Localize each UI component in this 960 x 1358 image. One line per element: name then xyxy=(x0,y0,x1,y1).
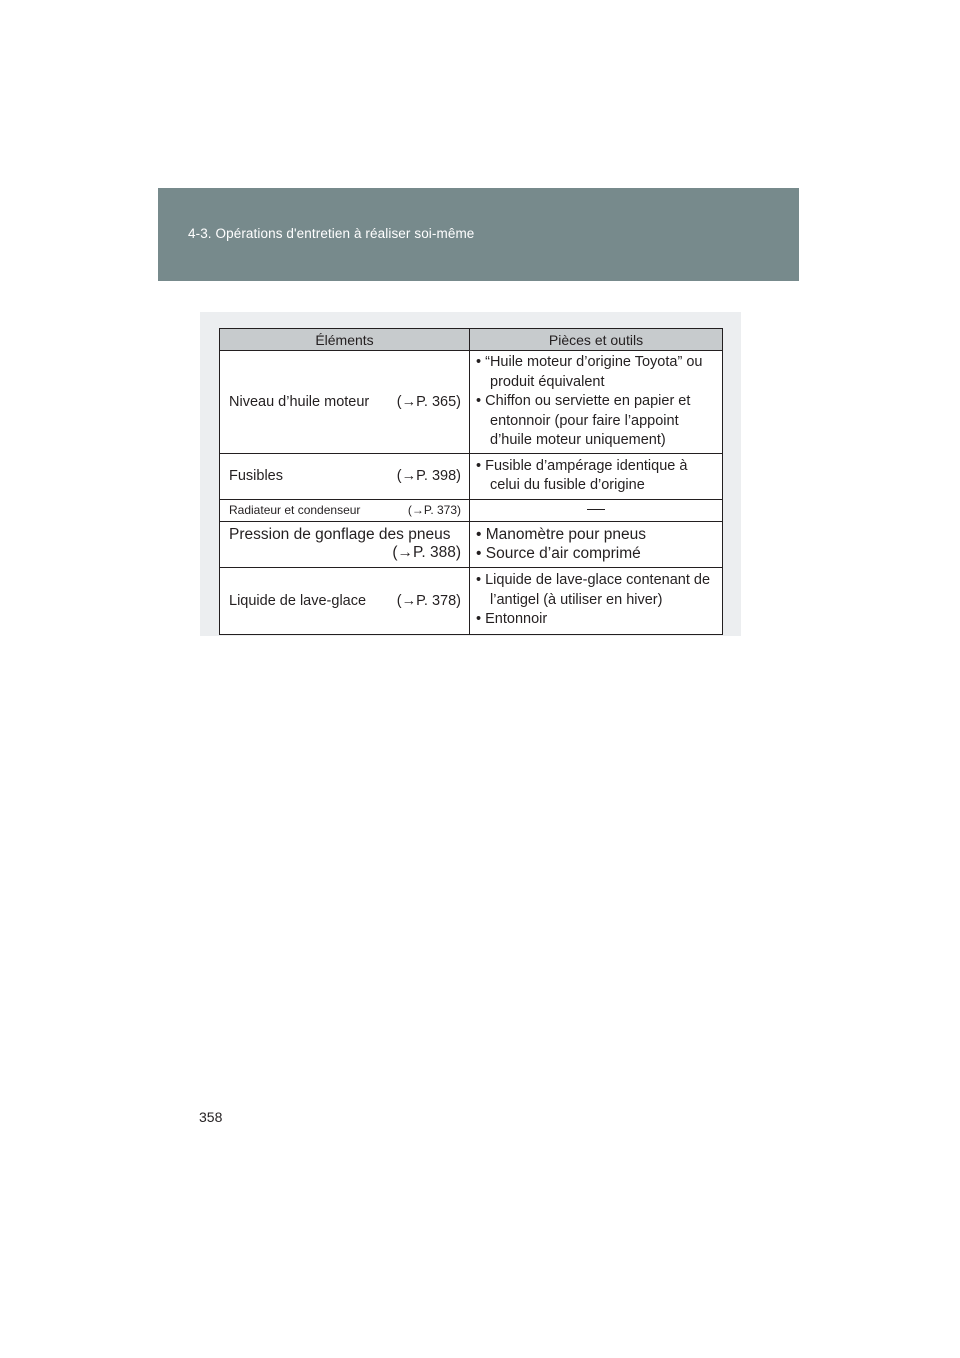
tool-item: • Entonnoir xyxy=(476,610,718,630)
table-row xyxy=(220,351,723,454)
page-reference: (→P. 388) xyxy=(392,544,461,561)
page-number: 358 xyxy=(199,1109,223,1125)
page-reference: (→P. 373) xyxy=(407,503,461,517)
item-cell xyxy=(220,351,470,454)
table-row xyxy=(220,521,723,567)
item-cell xyxy=(220,499,470,521)
table-row xyxy=(220,567,723,634)
item-cell xyxy=(220,521,470,567)
page-reference: (→P. 365) xyxy=(396,393,461,410)
item-name: Radiateur et condenseur xyxy=(229,503,361,517)
item-name: Fusibles xyxy=(229,468,283,484)
tool-item: • Chiffon ou serviette en papier et entonnoir (pour faire l’appoint d’huile moteur uniquement) xyxy=(476,392,718,451)
table-row xyxy=(220,453,723,499)
tools-cell-empty xyxy=(470,499,723,521)
table-row xyxy=(220,499,723,521)
tools-cell xyxy=(470,567,723,634)
tool-item: • Liquide de lave-glace contenant de l’antigel (à utiliser en hiver) xyxy=(476,571,718,610)
tools-cell xyxy=(470,351,723,454)
section-header-band xyxy=(158,188,799,281)
item-name: Niveau d’huile moteur xyxy=(229,393,370,410)
tool-item: • Fusible d’ampérage identique à celui du fusible d’origine xyxy=(476,457,718,496)
item-name: Liquide de lave-glace xyxy=(229,592,367,609)
column-header-tools: Pièces et outils xyxy=(470,329,723,351)
no-tools-dash xyxy=(587,509,605,510)
page-reference: (→P. 398) xyxy=(396,468,461,484)
section-title: 4-3. Opérations d'entretien à réaliser soi-même xyxy=(188,226,475,241)
tools-cell xyxy=(470,521,723,567)
column-header-items: Éléments xyxy=(220,329,470,351)
page-reference: (→P. 378) xyxy=(396,592,461,609)
item-cell xyxy=(220,453,470,499)
items-tools-table xyxy=(219,328,723,635)
item-name: Pression de gonflage des pneus xyxy=(229,526,451,543)
table-header-row xyxy=(220,329,723,351)
maintenance-items-panel xyxy=(200,312,741,636)
item-cell xyxy=(220,567,470,634)
tool-item: • “Huile moteur d’origine Toyota” ou produit équivalent xyxy=(476,353,718,392)
tool-item: • Source d’air comprimé xyxy=(476,544,718,564)
tool-item: • Manomètre pour pneus xyxy=(476,525,718,545)
tools-cell xyxy=(470,453,723,499)
